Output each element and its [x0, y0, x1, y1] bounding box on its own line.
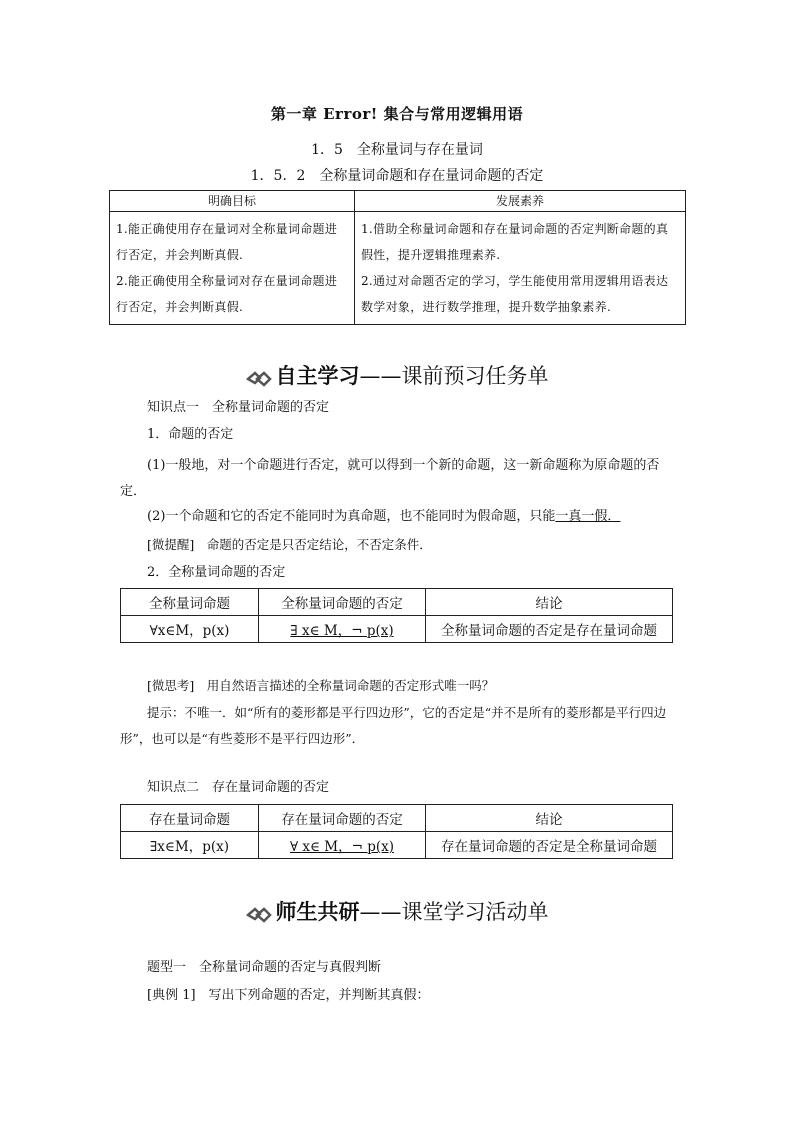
knowledge-point-1: 知识点一 全称量词命题的否定: [147, 400, 330, 415]
section-heading-sub: ——课前预习任务单: [359, 364, 549, 388]
think-label: [微思考]: [147, 678, 195, 693]
table-header: 存在量词命题的否定: [259, 805, 426, 832]
literacy-cell: [355, 212, 686, 325]
literacy-header: 发展素养: [355, 191, 686, 212]
item-1-paragraph-2-text: (2)一个命题和它的否定不能同时为真命题，也不能同时为假命题，只能: [147, 509, 556, 524]
table-header: 全称量词命题的否定: [259, 589, 426, 616]
section-heading-main: 师生共研: [275, 900, 360, 924]
tip-line: [147, 535, 432, 555]
section-heading-sub: ——课堂学习活动单: [359, 900, 549, 924]
chapter-title: 第一章 Error! 集合与常用逻辑用语: [270, 105, 524, 123]
table-cell: ∃x∈M，p(x): [121, 832, 259, 859]
item-1-paragraph-1: (1)一般地，对一个命题进行否定，就可以得到一个新的命题，这一新命题称为原命题的否定．: [120, 458, 660, 499]
goal-item: 2.能正确使用全称量词对存在量词命题进行否定，并会判断真假.: [116, 274, 338, 314]
existential-negation-table: [120, 804, 673, 859]
table-header: 结论: [426, 589, 673, 616]
section-logo-icon: [246, 371, 272, 387]
hint-paragraph: 提示：不唯一．如“所有的菱形都是平行四边形”，它的否定是“并不是所有的菱形都是平行四边形”，也可以是“有些菱形不是平行四边形”．: [120, 705, 667, 746]
table-header: 全称量词命题: [121, 589, 259, 616]
tip-text: 命题的否定是只否定结论，不否定条件．: [206, 537, 432, 552]
table-cell-answer: ∀ x∈ M，¬ p(x): [289, 839, 395, 855]
item-1-paragraph-2: [147, 507, 620, 527]
table-header: 存在量词命题: [121, 805, 259, 832]
table-cell-answer: ∃ x∈ M，¬ p(x): [290, 623, 394, 639]
goals-cell: [110, 212, 355, 325]
think-text: 用自然语言描述的全称量词命题的否定形式唯一吗？: [206, 678, 495, 693]
example-1: [典例 1] 写出下列命题的否定，并判断其真假：: [147, 988, 430, 1003]
table-cell: 全称量词命题的否定是存在量词命题: [426, 616, 673, 643]
table-cell: 存在量词命题的否定是全称量词命题: [426, 832, 673, 859]
table-cell: [259, 616, 426, 643]
universal-negation-table: [120, 588, 673, 643]
section-heading-main: 自主学习: [275, 364, 360, 388]
section-logo-icon: [246, 907, 272, 923]
knowledge-point-2: 知识点二 存在量词命题的否定: [147, 780, 330, 795]
table-header: 结论: [426, 805, 673, 832]
item-1-title: 1．命题的否定: [147, 427, 234, 442]
think-line: [147, 676, 494, 696]
literacy-item: 2.通过对命题否定的学习，学生能使用常用逻辑用语表达数学对象，进行数学推理，提升数学抽象素养.: [361, 274, 669, 314]
subsection-title: 1．5．2 全称量词命题和存在量词命题的否定: [250, 168, 544, 184]
table-cell: ∀x∈M，p(x): [121, 616, 259, 643]
tip-label: [微提醒]: [147, 537, 195, 552]
goal-item: 1.能正确使用存在量词对全称量词命题进行否定，并会判断真假.: [116, 222, 338, 262]
section-heading-self-study: [0, 360, 794, 390]
table-cell: [259, 832, 426, 859]
literacy-item: 1.借助全称量词命题和存在量词命题的否定判断命题的真假性，提升逻辑推理素养.: [361, 222, 669, 262]
goals-header: 明确目标: [110, 191, 355, 212]
section-title: 1．5 全称量词与存在量词: [311, 142, 483, 158]
goals-table: [109, 190, 686, 325]
key-phrase: 一真一假．: [555, 509, 621, 524]
section-heading-coresearch: [0, 896, 794, 926]
question-type-1: 题型一 全称量词命题的否定与真假判断: [147, 960, 382, 975]
item-2-title: 2．全称量词命题的否定: [147, 565, 286, 580]
